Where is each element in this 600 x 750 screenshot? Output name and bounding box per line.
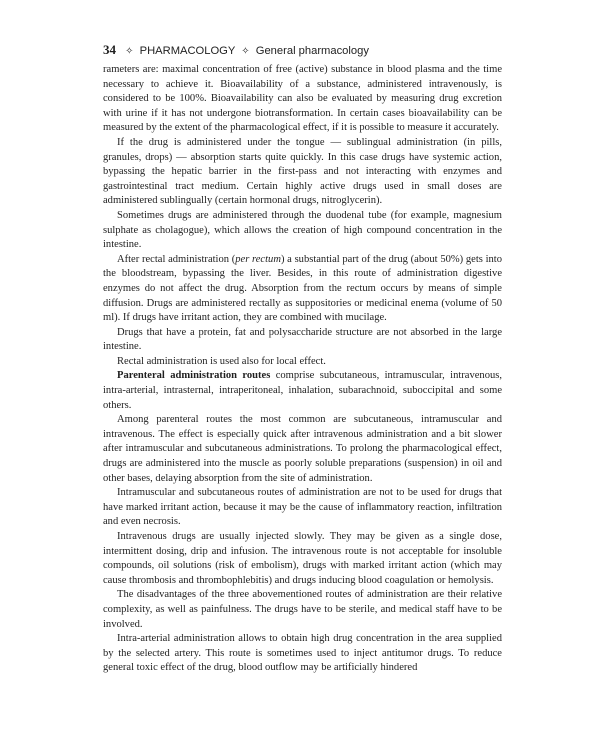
paragraph-sublingual: If the drug is administered under the tongue — sublingual administration (in pills, granules, drops) — absorption starts quite quickly. In this case drugs have systemic action, bypassing the hepatic barrier in the first-pass and not interacting with enzymes and gastrointestinal tract medium. Certain highly active drugs used in small doses are administered sublingually (certain hormonal drugs, nitroglycerin). (103, 136, 502, 207)
body-text (103, 63, 502, 676)
separator-left: ✧ (125, 46, 134, 57)
rectal-text-start: After rectal administration ( (117, 253, 236, 265)
parenteral-text: comprise subcutaneous, intramuscular, intravenous, intra-arterial, intrasternal, intraperitoneal, inhalation, subarachnoid, suboccipital and some others. (103, 370, 502, 411)
paragraph-disadvantages: The disadvantages of the three abovementioned routes of administration are their relative complexity, as well as painfulness. The drugs have to be sterile, and medical staff have to be involved. (103, 589, 502, 630)
rectal-text-end: ) a substantial part of the drug (about 50%) gets into the bloodstream, bypassing the liver. Besides, in this route of administration digestive enzymes do not affect the drug. Absorption from the rectum occurs by means of simple diffusion. Drugs are administered rectally as suppositories or medicinal enema (volume of 50 ml). If drugs have irritant action, they are combined with mucilage. (103, 253, 502, 324)
paragraph-common-routes: Among parenteral routes the most common are subcutaneous, intramuscular and intravenous. The effect is especially quick after intravenous administration and a bit slower after intramuscular and subcutaneous administrations. To prolong the pharmacological effect, drugs are administered into the muscle as poorly soluble preparations (suspension) in oil and other bases, delaying absorption from the site of administration. (103, 414, 502, 484)
paragraph-bioavailability: rameters are: maximal concentration of free (active) substance in blood plasma and the time necessary to achieve it. Bioavailability of a substance, administered intravenously, is considered to be 100%. Bioavailability can also be evaluated by measuring drug excretion with urine if it has not undergone biotransformation. In certain cases bioavailability can be measured by the extent of the pharmacological effect, if it is possible to measure it accurately. (103, 64, 502, 134)
chapter-title: General pharmacology (255, 45, 369, 57)
rectal-latin-term: per rectum (235, 253, 281, 265)
paragraph-local-effect: Rectal administration is used also for local effect. (117, 355, 326, 367)
paragraph-large-intestine: Drugs that have a protein, fat and polysaccharide structure are not absorbed in the large intestine. (103, 326, 502, 353)
paragraph-duodenal: Sometimes drugs are administered through the duodenal tube (for example, magnesium sulphate as cholagogue), which allows the creation of high compound concentration in the intestine. (103, 209, 502, 251)
running-header (103, 42, 503, 58)
separator-right: ✧ (241, 46, 250, 57)
parenteral-term: Parenteral administration routes (117, 370, 271, 382)
paragraph-intravenous: Intravenous drugs are usually injected slowly. They may be given as a single dose, intermittent dosing, drip and infusion. The intravenous route is not acceptable for insoluble compounds, oil solutions (risk of embolism), drugs with marked irritant action (which may cause thrombosis and thrombophlebitis) and drugs inducing blood coagulation or hemolysis. (103, 531, 502, 586)
page-number: 34 (103, 42, 116, 57)
paragraph-rectal (103, 253, 502, 326)
paragraph-im-sc-limits: Intramuscular and subcutaneous routes of administration are not to be used for drugs that have marked irritant action, because it may be the cause of inflammatory reaction, infiltration and even necrosis. (103, 487, 502, 528)
paragraph-parenteral (103, 369, 502, 413)
paragraph-intra-arterial: Intra-arterial administration allows to obtain high drug concentration in the area supplied by the selected artery. This route is sometimes used to inject antitumor drugs. To reduce general toxic effect of the drug, blood outflow may be artificially hindered (103, 633, 502, 674)
book-title: PHARMACOLOGY (139, 45, 236, 57)
